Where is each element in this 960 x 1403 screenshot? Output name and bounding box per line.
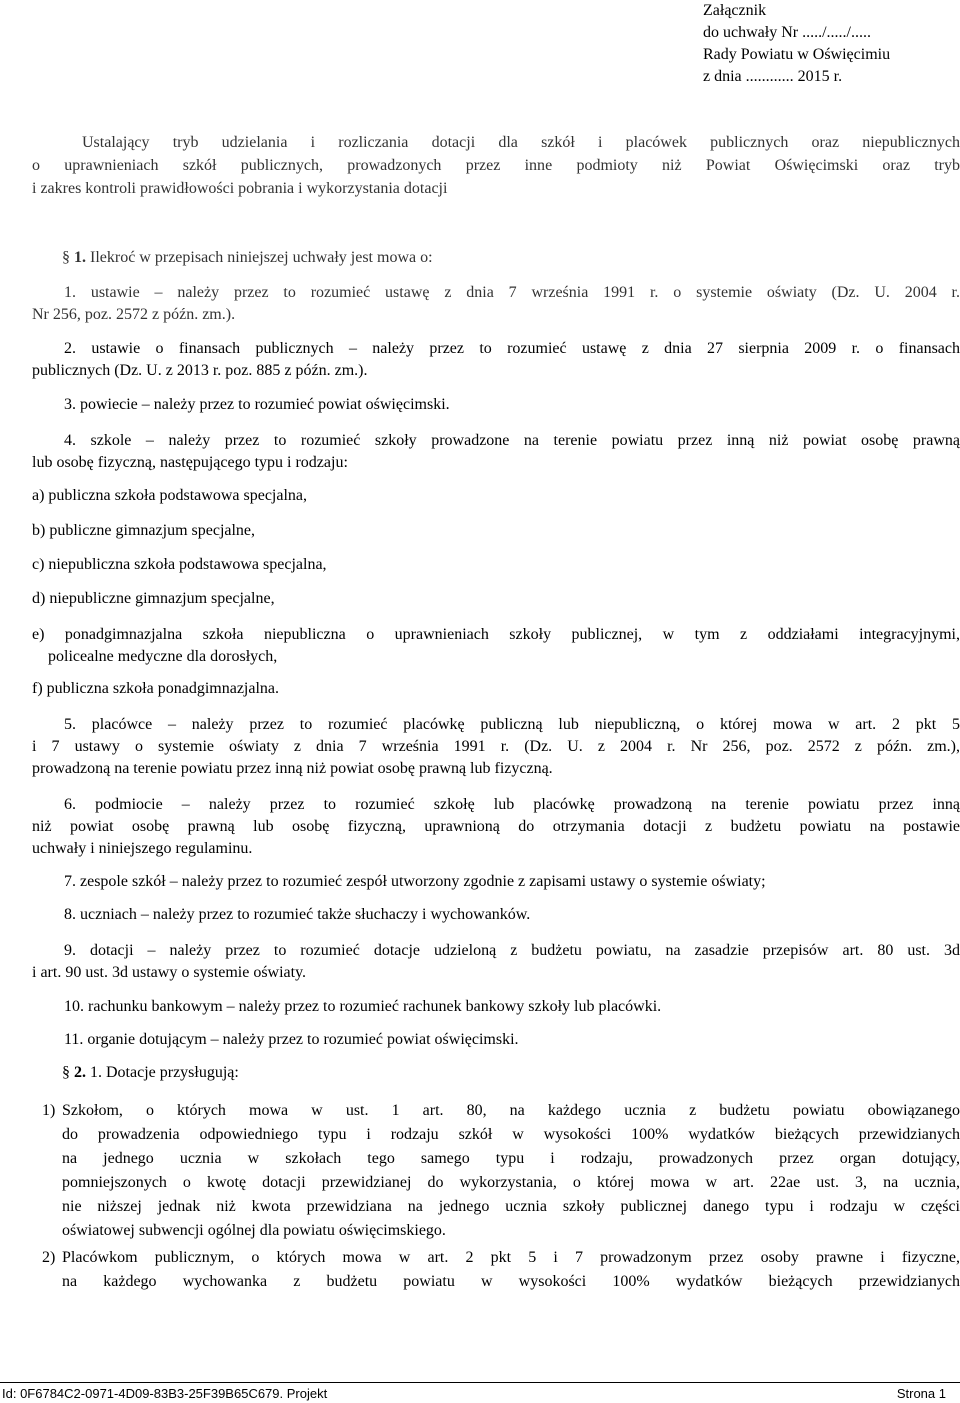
section-heading-text: Ilekroć w przepisach niniejszej uchwały jest mowa o: [90, 249, 433, 266]
section-1-heading [62, 249, 433, 267]
definition-4 [32, 430, 960, 474]
section-heading-text: 1. Dotacje przysługują: [90, 1064, 239, 1081]
list-item-d: d) niepubliczne gimnazjum specjalne, [32, 590, 275, 607]
page-number: Strona 1 [896, 1386, 946, 1401]
definition-line: 4. szkole – należy przez to rozumieć szkoły prowadzone na terenie powiatu przez inną niż powiat osobę prawną [64, 432, 960, 449]
definition-line: 6. podmiocie – należy przez to rozumieć szkołę lub placówkę prowadzoną na terenie powiatu przez inną [64, 796, 960, 813]
header-line: z dnia ............ 2015 r. [703, 68, 843, 85]
definition-10: 10. rachunku bankowym – należy przez to rozumieć rachunek bankowy szkoły lub placówki. [64, 998, 662, 1015]
section-number: 2. [74, 1064, 86, 1081]
section-number: 1. [74, 249, 86, 266]
definition-line: e) ponadgimnazjalna szkoła niepubliczna o uprawnieniach szkoły publicznej, w tym z oddziałami integracyjnymi, [32, 626, 960, 643]
definition-3: 3. powiecie – należy przez to rozumieć powiat oświęcimski. [64, 396, 450, 413]
definition-6 [32, 794, 960, 860]
definition-11: 11. organie dotującym – należy przez to rozumieć powiat oświęcimski. [64, 1031, 519, 1048]
entitlement-line: do prowadzenia odpowiedniego typu i rodzaju szkół w wysokości 100% wydatków bieżących przewidzianych [62, 1126, 960, 1143]
entitlement-line: Placówkom publicznym, o których mowa w art. 2 pkt 5 i 7 prowadzonym przez osoby prawne i fizyczne, [62, 1249, 960, 1266]
footer-divider [0, 1382, 960, 1383]
definition-line: 1. ustawie – należy przez to rozumieć ustawę z dnia 7 września 1991 r. o systemie oświaty (Dz. U. 2004 r. [64, 284, 960, 301]
definition-line: 5. placówce – należy przez to rozumieć placówkę publiczną lub niepubliczną, o której mowa w art. 2 pkt 5 [64, 716, 960, 733]
definition-7: 7. zespole szkół – należy przez to rozumieć zespół utworzony zgodnie z zapisami ustawy o systemie oświaty; [64, 873, 766, 890]
title-line: o uprawnieniach szkół publicznych, prowadzonych przez inne podmioty niż Powiat Oświęcimski oraz tryb [32, 157, 960, 174]
definition-2 [32, 338, 960, 382]
entitlement-line: oświatowej subwencji ogólnej dla powiatu oświęcimskiego. [62, 1222, 446, 1239]
definition-8: 8. uczniach – należy przez to rozumieć także słuchaczy i wychowanków. [64, 906, 531, 923]
definition-line: lub osobę fizyczną, następującego typu i rodzaju: [32, 454, 348, 471]
definition-line: prowadzoną na terenie powiatu przez inną niż powiat osobę prawną lub fizyczną. [32, 760, 553, 777]
definition-line: uchwały i niniejszego regulaminu. [32, 840, 253, 857]
definition-line: publicznych (Dz. U. z 2013 r. poz. 885 z późn. zm.). [32, 362, 368, 379]
definition-line: policealne medyczne dla dorosłych, [48, 648, 278, 665]
document-id: Id: 0F6784C2-0971-4D09-83B3-25F39B65C679. Projekt [2, 1386, 328, 1401]
document-title [32, 131, 960, 200]
definition-line: Nr 256, poz. 2572 z późn. zm.). [32, 306, 236, 323]
entitlement-line: nie niższej jednak niż kwota przewidziana na jednego ucznia szkoły publicznej danego typu i rodzaju w części [62, 1198, 960, 1215]
definition-line: 2. ustawie o finansach publicznych – należy przez to rozumieć ustawę z dnia 27 sierpnia 2009 r. o finansach [64, 340, 960, 357]
entitlement-line: pomniejszonych o kwotę dotacji przewidzianej do wykorzystania, o której mowa w art. 22ae ust. 3, na ucznia, [62, 1174, 960, 1191]
attachment-header [703, 0, 890, 88]
list-item-e [32, 624, 960, 668]
definition-line: 9. dotacji – należy przez to rozumieć dotacje udzieloną z budżetu powiatu, na zasadzie przepisów art. 80 ust. 3d [64, 942, 960, 959]
header-line: Rady Powiatu w Oświęcimiu [703, 46, 891, 63]
list-item-b: b) publiczne gimnazjum specjalne, [32, 522, 256, 539]
section-2-heading [62, 1064, 239, 1082]
definition-5 [32, 714, 960, 780]
entitlement-line: na każdego wychowanka z budżetu powiatu w wysokości 100% wydatków bieżących przewidzianych [62, 1273, 960, 1290]
entitlement-line: Szkołom, o których mowa w ust. 1 art. 80, na każdego ucznia z budżetu powiatu obowiązanego [62, 1102, 960, 1119]
header-line: Załącznik [703, 2, 767, 19]
entitlement-line: na jednego ucznia w szkołach tego samego typu i rodzaju, prowadzonych przez organ dotujący, [62, 1150, 960, 1167]
list-item-f: f) publiczna szkoła ponadgimnazjalna. [32, 680, 280, 697]
entitlement-2 [42, 1246, 960, 1294]
definition-line: niż powiat osobę prawną lub osobę fizyczną, uprawnioną do otrzymania dotacji z budżetu powiatu na postawie [32, 818, 960, 835]
definition-9 [32, 940, 960, 984]
entitlement-1 [42, 1099, 960, 1243]
list-item-c: c) niepubliczna szkoła podstawowa specjalna, [32, 556, 327, 573]
header-line: do uchwały Nr ...../...../..... [703, 24, 871, 41]
definition-line: i art. 90 ust. 3d ustawy o systemie oświaty. [32, 964, 307, 981]
title-line: Ustalający tryb udzielania i rozliczania dotacji dla szkół i placówek publicznych oraz niepublicznych [82, 134, 960, 151]
definition-1 [32, 282, 960, 326]
title-line: i zakres kontroli prawidłowości pobrania i wykorzystania dotacji [32, 180, 448, 197]
section-sign-icon: § [62, 249, 74, 266]
list-label: 2) [42, 1249, 56, 1266]
list-label: 1) [42, 1102, 56, 1119]
definition-line: i 7 ustawy o systemie oświaty z dnia 7 września 1991 r. (Dz. U. z 2004 r. Nr 256, poz. 2572 z późn. zm.), [32, 738, 960, 755]
section-sign-icon: § [62, 1064, 74, 1081]
list-item-a: a) publiczna szkoła podstawowa specjalna, [32, 487, 308, 504]
